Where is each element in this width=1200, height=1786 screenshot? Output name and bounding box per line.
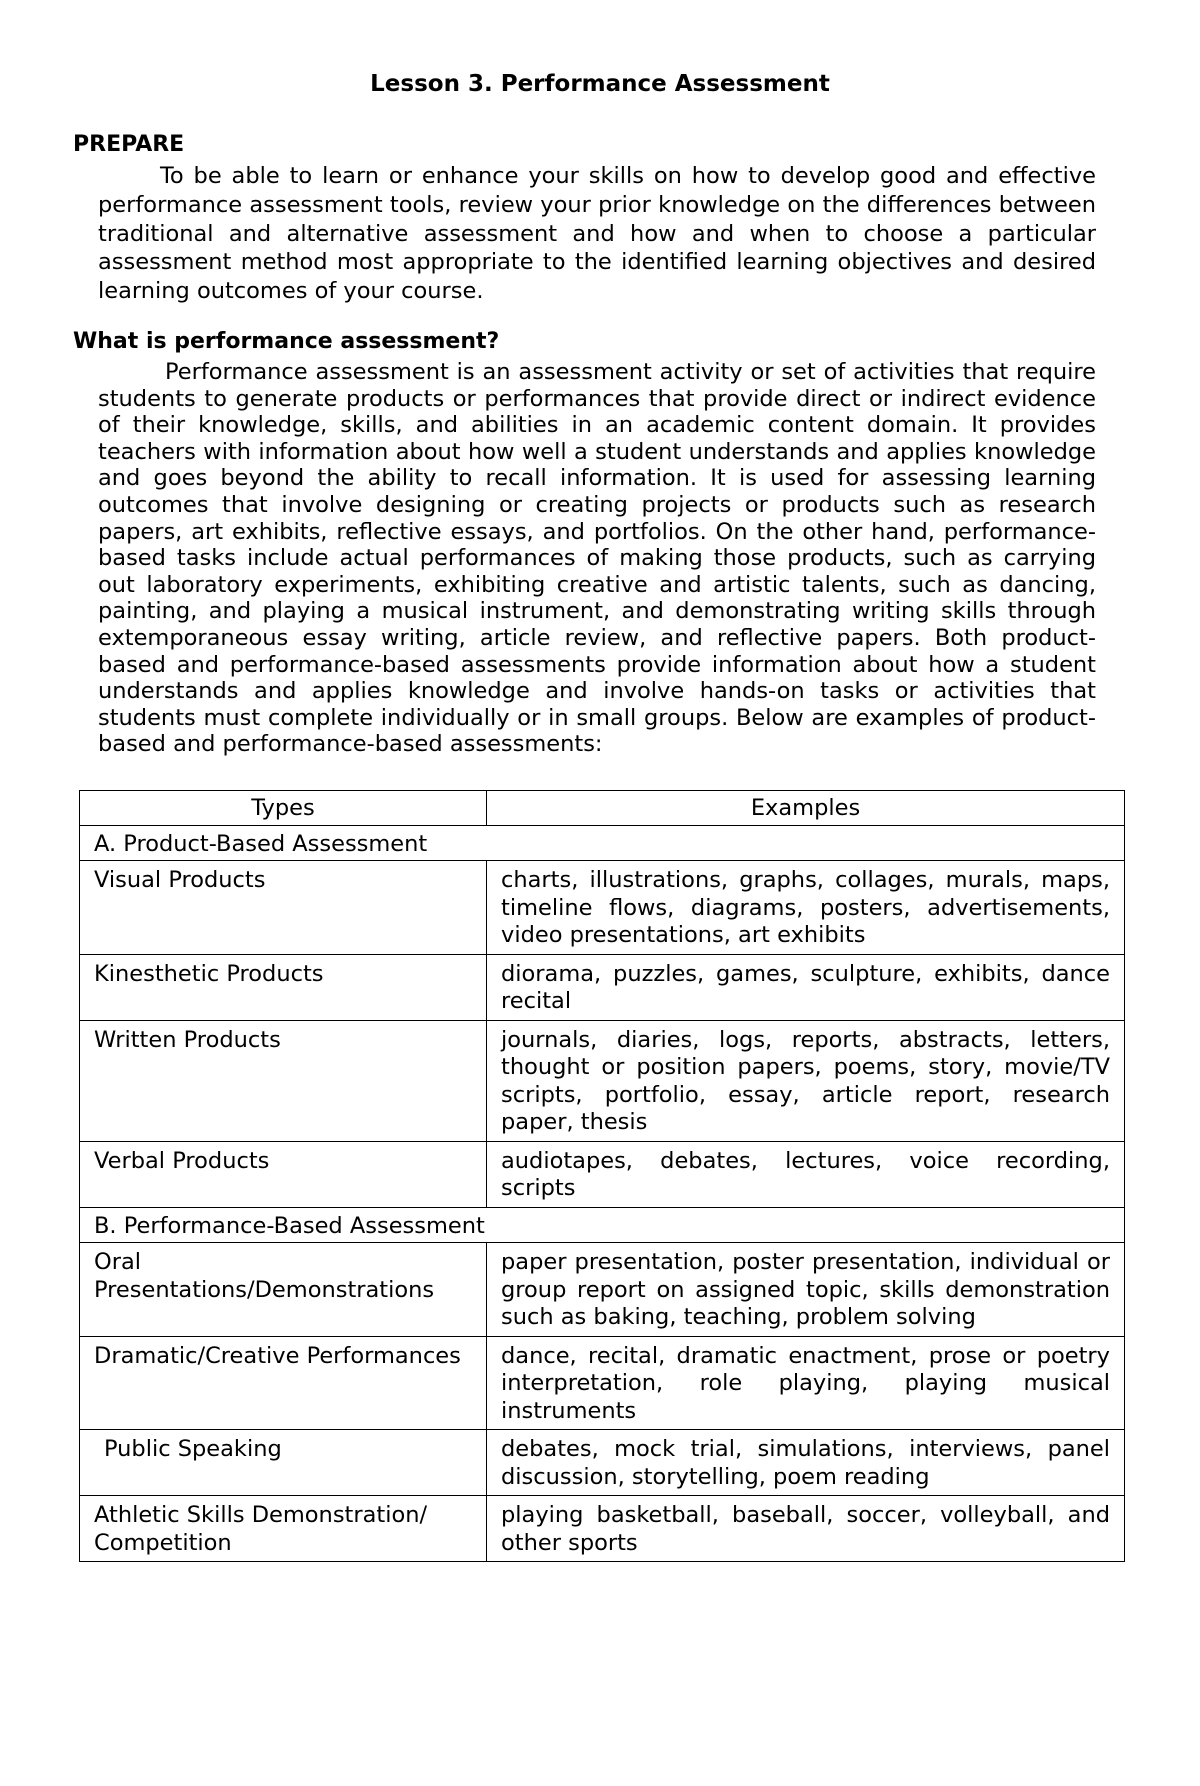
- table-header-row: [80, 791, 1125, 826]
- examples-cell: debates, mock trial, simulations, interviews, panel discussion, storytelling, poem reading: [487, 1430, 1125, 1496]
- examples-cell: paper presentation, poster presentation, individual or group report on assigned topic, skills demonstration such as baking, teaching, problem solving: [487, 1243, 1125, 1337]
- table-row: [80, 861, 1125, 955]
- section-row-performance-based: [80, 1207, 1125, 1243]
- type-cell: Visual Products: [80, 861, 487, 955]
- header-types: Types: [80, 791, 487, 826]
- examples-cell: playing basketball, baseball, soccer, volleyball, and other sports: [487, 1496, 1125, 1562]
- table-row: [80, 1496, 1125, 1562]
- type-cell: Kinesthetic Products: [80, 954, 487, 1020]
- table-row: [80, 1020, 1125, 1141]
- type-cell: Athletic Skills Demonstration/ Competition: [80, 1496, 487, 1562]
- type-cell: Dramatic/Creative Performances: [80, 1336, 487, 1430]
- table-row: [80, 1430, 1125, 1496]
- section-label: A. Product-Based Assessment: [80, 825, 1125, 861]
- section-row-product-based: [80, 825, 1125, 861]
- lesson-title: Lesson 3. Performance Assessment: [370, 71, 830, 97]
- type-cell: Public Speaking: [80, 1430, 487, 1496]
- what-is-paragraph: Performance assessment is an assessment activity or set of activities that require students to generate products or performances that provide direct or indirect evidence of their knowledge, skills, and abilities in an academic content domain. It provides teachers with information about how well a student understands and applies knowledge and goes beyond the ability to recall information. It is used for assessing learning outcomes that involve designing or creating projects or products such as research papers, art exhibits, reflective essays, and portfolios. On the other hand, performance-based tasks include actual performances of making those products, such as carrying out laboratory experiments, exhibiting creative and artistic talents, such as dancing, painting, and playing a musical instrument, and demonstrating writing skills through extemporaneous essay writing, article review, and reflective papers. Both product-based and performance-based assessments provide information about how a student understands and applies knowledge and involve hands-on tasks or activities that students must complete individually or in small groups. Below are examples of product-based and performance-based assessments:: [98, 359, 1096, 758]
- examples-cell: charts, illustrations, graphs, collages, murals, maps, timeline flows, diagrams, posters, advertisements, video presentations, art exhibits: [487, 861, 1125, 955]
- header-examples: Examples: [487, 791, 1125, 826]
- type-cell: Verbal Products: [80, 1141, 487, 1207]
- table-row: [80, 954, 1125, 1020]
- examples-cell: dance, recital, dramatic enactment, prose or poetry interpretation, role playing, playing musical instruments: [487, 1336, 1125, 1430]
- prepare-heading: PREPARE: [73, 132, 185, 157]
- type-cell: Written Products: [80, 1020, 487, 1141]
- prepare-paragraph: To be able to learn or enhance your skills on how to develop good and effective performance assessment tools, review your prior knowledge on the differences between traditional and alternative assessment and how and when to choose a particular assessment method most appropriate to the identified learning objectives and desired learning outcomes of your course.: [98, 163, 1096, 305]
- assessment-examples-table: [79, 790, 1125, 1562]
- type-cell: Oral Presentations/Demonstrations: [80, 1243, 487, 1337]
- table-row: [80, 1141, 1125, 1207]
- examples-cell: audiotapes, debates, lectures, voice recording, scripts: [487, 1141, 1125, 1207]
- table-row: [80, 1243, 1125, 1337]
- what-is-heading: What is performance assessment?: [73, 329, 500, 354]
- section-label: B. Performance-Based Assessment: [80, 1207, 1125, 1243]
- table-row: [80, 1336, 1125, 1430]
- examples-cell: diorama, puzzles, games, sculpture, exhibits, dance recital: [487, 954, 1125, 1020]
- examples-cell: journals, diaries, logs, reports, abstracts, letters, thought or position papers, poems, story, movie/TV scripts, portfolio, essay, article report, research paper, thesis: [487, 1020, 1125, 1141]
